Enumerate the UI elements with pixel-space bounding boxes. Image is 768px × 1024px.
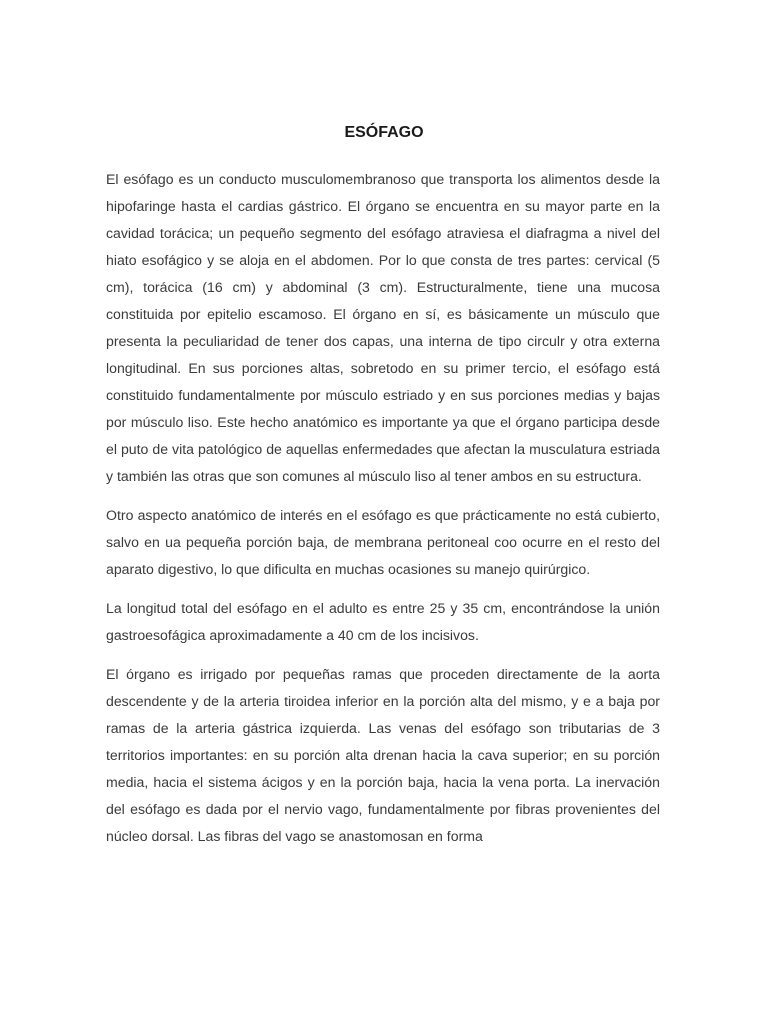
document-body bbox=[106, 166, 660, 862]
paragraph-1: El esófago es un conducto musculomembranoso que transporta los alimentos desde la hipofaringe hasta el cardias gástrico. El órgano se encuentra en su mayor parte en la cavidad torácica; un pequeño segmento del esófago atraviesa el diafragma a nivel del hiato esofágico y se aloja en el abdomen. Por lo que consta de tres partes: cervical (5 cm), torácica (16 cm) y abdominal (3 cm). Estructuralmente, tiene una mucosa constituida por epitelio escamoso. El órgano en sí, es básicamente un músculo que presenta la peculiaridad de tener dos capas, una interna de tipo circulr y otra externa longitudinal. En sus porciones altas, sobretodo en su primer tercio, el esófago está constituido fundamentalmente por músculo estriado y en sus porciones medias y bajas por músculo liso. Este hecho anatómico es importante ya que el órgano participa desde el puto de vita patológico de aquellas enfermedades que afectan la musculatura estriada y también las otras que son comunes al músculo liso al tener ambos en su estructura. bbox=[106, 171, 660, 484]
paragraph-4: El órgano es irrigado por pequeñas ramas que proceden directamente de la aorta descendente y de la arteria tiroidea inferior en la porción alta del mismo, y e a baja por ramas de la arteria gástrica izquierda. Las venas del esófago son tributarias de 3 territorios importantes: en su porción alta drenan hacia la cava superior; en su porción media, hacia el sistema ácigos y en la porción baja, hacia la vena porta. La inervación del esófago es dada por el nervio vago, fundamentalmente por fibras provenientes del núcleo dorsal. Las fibras del vago se anastomosan en forma bbox=[106, 666, 660, 844]
document-title: ESÓFAGO bbox=[344, 124, 424, 141]
paragraph-3: La longitud total del esófago en el adulto es entre 25 y 35 cm, encontrándose la unión gastroesofágica aproximadamente a 40 cm de los incisivos. bbox=[106, 600, 660, 643]
paragraph-2: Otro aspecto anatómico de interés en el esófago es que prácticamente no está cubierto, salvo en ua pequeña porción baja, de membrana peritoneal coo ocurre en el resto del aparato digestivo, lo que dificulta en muchas ocasiones su manejo quirúrgico. bbox=[106, 507, 660, 577]
